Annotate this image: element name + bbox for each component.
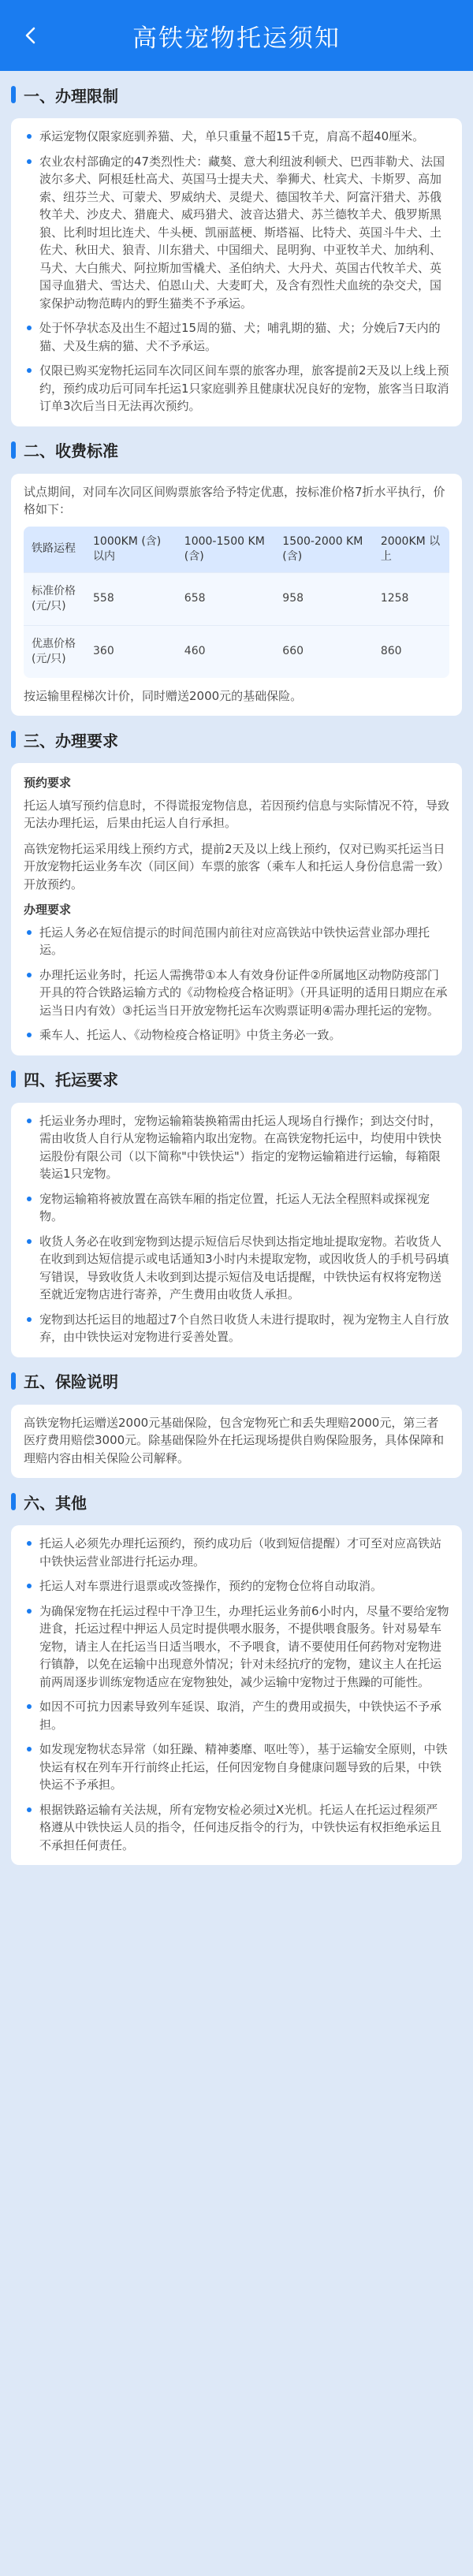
list-item-text: 托运人必须先办理托运预约，预约成功后（收到短信提醒）才可至对应高铁站中铁快运营业部进行托运办理。 xyxy=(39,1536,442,1569)
fee-header-cell: 1500-2000 KM (含) xyxy=(274,527,373,572)
table-row xyxy=(24,572,449,625)
list-item xyxy=(24,1233,449,1304)
top-navigation-bar xyxy=(0,0,473,71)
page-title: 高铁宠物托运须知 xyxy=(132,24,341,53)
reserve-paragraph: 托运人填写预约信息时，不得谎报宠物信息，若因预约信息与实际情况不符，导致无法办理托运，后果由托运人自行承担。 xyxy=(24,798,450,830)
fee-cell: 1258 xyxy=(373,572,449,625)
list-item-text: 乘车人、托运人、《动物检疫合格证明》中货主务必一致。 xyxy=(39,1028,341,1042)
bullet-dot-icon xyxy=(27,973,32,977)
list-item xyxy=(24,1740,449,1794)
fee-cell: 360 xyxy=(85,625,177,678)
bullet-dot-icon xyxy=(27,134,32,139)
fee-cell: 658 xyxy=(177,572,275,625)
bullet-dot-icon xyxy=(27,1541,32,1546)
list-item xyxy=(24,966,449,1020)
bullet-dot-icon xyxy=(27,1317,32,1322)
fee-cell: 660 xyxy=(274,625,373,678)
section-bar xyxy=(11,441,16,459)
list-item xyxy=(24,128,449,146)
section-title-ship xyxy=(11,1055,462,1103)
list-item-text: 宠物运输箱将被放置在高铁车厢的指定位置，托运人无法全程照料或探视宠物。 xyxy=(39,1191,430,1223)
list-item-text: 托运人务必在短信提示的时间范围内前往对应高铁站中铁快运营业部办理托运。 xyxy=(39,925,430,957)
section-title-text: 二、收费标准 xyxy=(24,441,118,460)
section-bar xyxy=(11,1493,16,1510)
list-item-text: 如发现宠物状态异常（如狂躁、精神萎靡、呕吐等），基于运输安全原则，中铁快运有权在列车开行前终止托运，任何因宠物自身健康问题导致的后果，中铁快运不予承担。 xyxy=(39,1742,448,1792)
list-item-text: 宠物到达托运目的地超过7个自然日收货人未进行提取时，视为宠物主人自行放弃，由中铁快运对宠物进行妥善处置。 xyxy=(39,1312,449,1344)
list-item-text: 处于怀孕状态及出生不超过15周的猫、犬；哺乳期的猫、犬；分娩后7天内的猫、犬及生病的猫、犬不予承运。 xyxy=(39,321,441,353)
list-item xyxy=(24,1698,449,1733)
list-item xyxy=(24,319,449,355)
back-button[interactable] xyxy=(17,22,44,49)
bullet-dot-icon xyxy=(27,326,32,330)
fee-cell: 558 xyxy=(85,572,177,625)
bullet-dot-icon xyxy=(27,1119,32,1123)
reserve-paragraph: 高铁宠物托运采用线上预约方式，提前2天及以上线上预约，仅对已购买托运当日开放宠物托运业务车次（同区间）车票的旅客（乘车人和托运人身份信息需一致）开放预约。 xyxy=(24,841,450,892)
section-title-limit xyxy=(11,71,462,118)
list-item-text: 为确保宠物在托运过程中干净卫生，办理托运业务前6小时内，尽量不要给宠物进食，托运过程中押运人员定时提供喂水服务，不提供喂食服务。针对易晕车宠物，请主人在托运当日适当喂水，不予喂食，请不要使用任何药物对宠物进行镇静，以免在运输中出现意外情况；针对未经抗疗的宠物，建议主人在托运前两周逐步训练宠物适应在宠物独处，减少运输中宠物过于焦躁的可能性。 xyxy=(39,1603,449,1689)
fee-row-label: 优惠价格 (元/只) xyxy=(24,625,85,678)
section-title-text: 三、办理要求 xyxy=(24,731,118,750)
list-item xyxy=(24,1535,449,1570)
list-item-text: 仅限已购买宠物托运同车次同区间车票的旅客办理，旅客提前2天及以上线上预约，预约成功后可同车托运1只家庭驯养且健康状况良好的宠物，旅客当日取消订单3次后当日无法再次预约。 xyxy=(39,363,449,413)
fee-header-cell: 1000KM (含)以内 xyxy=(85,527,177,572)
bullet-dot-icon xyxy=(27,1807,32,1812)
list-item xyxy=(24,1112,449,1183)
list-item-text: 托运人对车票进行退票或改签操作，预约的宠物仓位将自动取消。 xyxy=(39,1579,383,1593)
section-title-other xyxy=(11,1478,462,1525)
section-bar xyxy=(11,731,16,748)
list-item xyxy=(24,1311,449,1346)
bullet-dot-icon xyxy=(27,1747,32,1751)
list-item xyxy=(24,153,449,313)
list-item-text: 承运宠物仅限家庭驯养猫、犬，单只重量不超15千克，肩高不超40厘米。 xyxy=(39,129,425,143)
bullet-dot-icon xyxy=(27,1609,32,1614)
fee-intro: 试点期间，对同车次同区间购票旅客给予特定优惠，按标准价格7折水平执行，价格如下： xyxy=(24,484,445,516)
bullet-dot-icon xyxy=(27,1584,32,1588)
section-title-text: 五、保险说明 xyxy=(24,1372,118,1391)
fee-cell: 460 xyxy=(177,625,275,678)
section-bar xyxy=(11,1372,16,1390)
list-item-text: 根据铁路运输有关法规，所有宠物安检必须过X光机。托运人在托运过程须严格遵从中铁快运人员的指令，任何违反指令的行为，中铁快运有权拒绝承运且不承担任何责任。 xyxy=(39,1802,442,1852)
list-item-text: 托运业务办理时，宠物运输箱装换箱需由托运人现场自行操作；到达交付时，需由收货人自行从宠物运输箱内取出宠物。在高铁宠物托运中，均使用中铁快运股份有限公司（以下简称"中铁快运"）指定的宠物运输箱进行运输，每箱限装运1只宠物。 xyxy=(39,1113,442,1181)
fee-table-header xyxy=(24,527,449,572)
process-heading: 办理要求 xyxy=(24,903,72,917)
fee-cell: 958 xyxy=(274,572,373,625)
bullet-dot-icon xyxy=(27,1239,32,1244)
list-item xyxy=(24,1577,449,1595)
list-item xyxy=(24,362,449,415)
fee-card xyxy=(11,474,462,717)
section-bar xyxy=(11,1070,16,1088)
limit-card xyxy=(11,118,462,426)
section-bar xyxy=(11,86,16,103)
list-item xyxy=(24,1603,449,1692)
fee-row-label: 标准价格 (元/只) xyxy=(24,572,85,625)
fee-table xyxy=(24,527,449,678)
list-item-text: 农业农村部确定的47类烈性犬：藏獒、意大利纽波利顿犬、巴西菲勒犬、法国波尔多犬、阿根廷杜高犬、英国马士提夫犬、拳狮犬、杜宾犬、卡斯罗、高加索、纽芬兰犬、可蒙犬、罗威纳犬、灵缇犬、德国牧羊犬、阿富汗猎犬、苏俄牧羊犬、沙皮犬、猎鹿犬、威玛猎犬、波音达猎犬、苏兰德牧羊犬、俄罗斯黑狼、比利时坦比连犬、牛头梗、凯丽蓝梗、斯塔福、比特犬、英国斗牛犬、土佐犬、秋田犬、狼青、川东猎犬、中国细犬、昆明狗、中亚牧羊犬、加纳利、马犬、大白熊犬、阿拉斯加雪橇犬、圣伯纳犬、大丹犬、英国古代牧羊犬、英国寻血猎犬、雪达犬、伯恩山犬、大麦町犬，及含有烈性犬血统的杂交犬，国家保护动物范畴内的野生猫类不予承运。 xyxy=(39,154,445,311)
fee-note: 按运输里程梯次计价，同时赠送2000元的基础保险。 xyxy=(24,688,303,703)
section-title-insurance xyxy=(11,1357,462,1405)
insurance-text: 高铁宠物托运赠送2000元基础保险，包含宠物死亡和丢失理赔2000元，第三者医疗费用赔偿3000元。除基础保险外在托运现场提供自购保险服务，具体保障和理赔内容由相关保险公司解释。 xyxy=(24,1415,445,1465)
chevron-left-icon xyxy=(21,26,40,45)
fee-header-cell: 铁路运程 xyxy=(24,527,85,572)
list-item-text: 如因不可抗力因素导致列车延误、取消，产生的费用或损失，中铁快运不予承担。 xyxy=(39,1699,442,1732)
list-item xyxy=(24,1026,449,1044)
bullet-dot-icon xyxy=(27,1197,32,1201)
handle-card xyxy=(11,763,462,1055)
ship-card xyxy=(11,1103,462,1357)
other-card xyxy=(11,1525,462,1865)
bullet-dot-icon xyxy=(27,930,32,935)
list-item-text: 办理托运业务时，托运人需携带①本人有效身份证件②所属地区动物防疫部门开具的符合铁路运输方式的《动物检疫合格证明》（开具证明的适用日期应在承运当日内有效）③托运当日开放宠物托运车次购票证明④需办理托运的宠物。 xyxy=(39,967,448,1018)
fee-header-cell: 2000KM 以上 xyxy=(373,527,449,572)
reserve-heading: 预约要求 xyxy=(24,776,72,790)
bullet-dot-icon xyxy=(27,1704,32,1709)
section-title-fee xyxy=(11,426,462,474)
list-item xyxy=(24,1190,449,1226)
list-item xyxy=(24,924,449,959)
fee-cell: 860 xyxy=(373,625,449,678)
bullet-dot-icon xyxy=(27,159,32,164)
insurance-card xyxy=(11,1405,462,1479)
fee-header-cell: 1000-1500 KM (含) xyxy=(177,527,275,572)
list-item xyxy=(24,1801,449,1855)
notice-content xyxy=(0,71,473,1865)
table-row xyxy=(24,625,449,678)
section-title-text: 一、办理限制 xyxy=(24,86,118,106)
section-title-handle xyxy=(11,716,462,763)
bullet-dot-icon xyxy=(27,1033,32,1037)
section-title-text: 四、托运要求 xyxy=(24,1070,118,1089)
section-title-text: 六、其他 xyxy=(24,1493,87,1513)
bullet-dot-icon xyxy=(27,368,32,373)
list-item-text: 收货人务必在收到宠物到达提示短信后尽快到达指定地址提取宠物。若收货人在收到到达短信提示或电话通知3小时内未提取宠物，或因收货人的手机号码填写错误，导致收货人未收到到达提示短信及电话提醒，中铁快运有权将宠物送至就近宠物店进行寄养，产生费用由收货人承担。 xyxy=(39,1234,449,1301)
